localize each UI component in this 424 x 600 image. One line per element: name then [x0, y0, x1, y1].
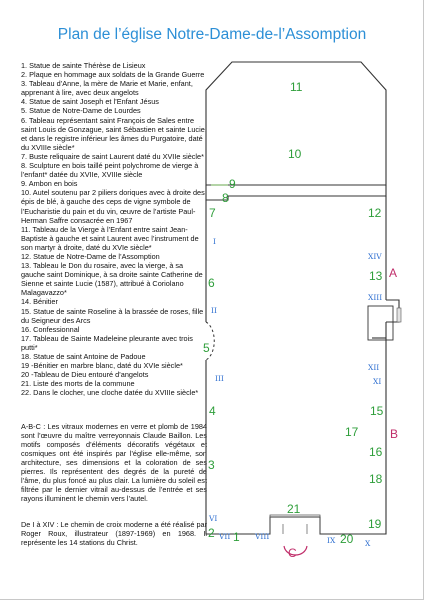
plan-number-18: 18	[369, 472, 383, 486]
plan-number-1: 1	[233, 530, 240, 544]
station-roman-i: I	[213, 237, 216, 246]
plan-number-8: 8	[222, 191, 229, 205]
vitraux-paragraph: A-B-C : Les vitraux modernes en verre et plomb de 1984 sont l’œuvre du maître verreyonnais Claude Baillon. Les motifs composés d’éléments décoratifs végétaux et cosmiques ont été inspirés par l’église elle-même, son architecture, ses dimensions et la coloration de ses pierres. Ils représentent des degrés de la pureté de l’âme, du plus foncé au plus clair. La lumière du soleil est filtrée par le dernier vitrail au-dessus de l’entrée et ses rayons illuminent le chemin vers l’autel.	[21, 422, 207, 504]
legend-item: 8. Sculpture en bois taillé peint polychrome de vierge à l’enfant* datée du XVIIe, XVIIIe siècle	[21, 161, 199, 180]
legend-item: 13. Tableau le Don du rosaire, avec la vierge, à sa gauche saint Dominique, à sa droite sainte Catherine de Sienne et sainte Lucie (1587), attribué à Coriolano Malagavazzo*	[21, 261, 203, 298]
plan-number-9: 9	[229, 177, 236, 191]
plan-number-21: 21	[287, 502, 301, 516]
station-roman-ii: II	[211, 306, 217, 315]
legend-item: 16. Confessionnal	[21, 324, 80, 334]
entrance-porch	[270, 515, 320, 534]
station-roman-xiv: XIV	[368, 252, 382, 261]
confessional-door	[397, 308, 401, 322]
legend-item: 21. Liste des morts de la commune	[21, 379, 135, 389]
plan-number-17: 17	[345, 425, 359, 439]
plan-number-7: 7	[209, 206, 216, 220]
plan-number-6: 6	[208, 276, 215, 290]
legend-item: 2. Plaque en hommage aux soldats de la Grande Guerre	[21, 70, 205, 80]
station-roman-viii: VIII	[255, 532, 270, 541]
station-roman-xi: XI	[373, 377, 382, 386]
legend-item: 1. Statue de sainte Thérèse de Lisieux	[21, 61, 146, 70]
plan-number-20: 20	[340, 532, 354, 546]
legend-item: 7. Buste reliquaire de saint Laurent daté du XVIIe siècle*	[21, 151, 204, 161]
legend-item: 22. Dans le clocher, une cloche datée du XVIIIe siècle*	[21, 388, 199, 398]
legend-item: 9. Ambon en bois	[21, 179, 78, 189]
chemin-de-croix-paragraph: De I à XIV : Le chemin de croix moderne a été réalisé par Roger Roux, illustrateur (1897-1969) en 1968. Il représente les 14 stations du Christ.	[21, 520, 207, 548]
legend-item: 18. Statue de saint Antoine de Padoue	[21, 352, 146, 361]
legend-item: 4. Statue de saint Joseph et l’Enfant Jésus	[21, 97, 159, 107]
vitrail-letter-c: C	[288, 546, 297, 560]
plan-number-12: 12	[368, 206, 382, 220]
station-roman-xiii: XIII	[368, 293, 383, 302]
plan-number-10: 10	[288, 147, 302, 161]
confessional-outline	[368, 306, 393, 340]
legend-item: 12. Statue de Notre-Dame de l’Assomption	[21, 251, 160, 261]
plan-number-5: 5	[203, 341, 210, 355]
plan-number-4: 4	[209, 404, 216, 418]
legend-item: 6. Tableau représentant saint François de Sales entre saint Louis de Gonzague, saint Sébastien et sainte Lucie, et dans le registre inférieur les âmes du Purgatoire, daté du XVIIIe siècle*	[21, 115, 207, 152]
station-roman-vi: VI	[209, 514, 218, 523]
legend-item: 3. Tableau d’Anne, la mère de Marie et Marie, enfant, apprenant à lire, avec deux angelots	[21, 79, 193, 98]
legend-item: 5. Statue de Notre-Dame de Lourdes	[21, 106, 141, 116]
station-roman-ix: IX	[327, 536, 336, 545]
legend-item: 11. Tableau de la Vierge à l’Enfant entre saint Jean-Baptiste à gauche et saint Laurent avec l’instrument de son martyr à droite, daté du XVIe siècle*	[21, 224, 199, 252]
station-roman-xii: XII	[368, 363, 380, 372]
station-roman-x: X	[365, 539, 371, 548]
vitrail-letter-b: B	[390, 427, 399, 441]
plan-number-19: 19	[368, 517, 382, 531]
plan-number-16: 16	[369, 445, 383, 459]
legend-item: 20 -Tableau de Dieu entouré d’angelots	[21, 370, 149, 380]
plan-number-15: 15	[370, 404, 384, 418]
legend-item: 14. Bénitier	[21, 297, 58, 307]
plan-number-13: 13	[369, 269, 383, 283]
station-roman-vii: VII	[219, 532, 231, 541]
page-title: Plan de l’église Notre-Dame-de-l’Assomption	[57, 26, 367, 43]
plan-number-2: 2	[208, 526, 215, 540]
legend-item: 19 -Bénitier en marbre blanc, daté du XVIe siècle*	[21, 361, 183, 371]
vitrail-letter-a: A	[389, 266, 398, 280]
legend-item: 15. Statue de sainte Roseline à la brassée de roses, fille du Seigneur des Arcs	[21, 306, 204, 325]
legend-item: 10. Autel soutenu par 2 piliers doriques avec à droite des épis de blé, à gauche des ceps de vigne symbole de l’Eucharistie du pain et du vin, œuvre de l’artiste Paul-Herman Saffre consacrée en 1967	[21, 188, 205, 225]
plan-number-3: 3	[208, 458, 215, 472]
station-roman-iii: III	[215, 374, 224, 383]
legend-item: 17. Tableau de Sainte Madeleine pleurante avec trois putti*	[21, 333, 193, 352]
plan-number-11: 11	[290, 80, 303, 94]
